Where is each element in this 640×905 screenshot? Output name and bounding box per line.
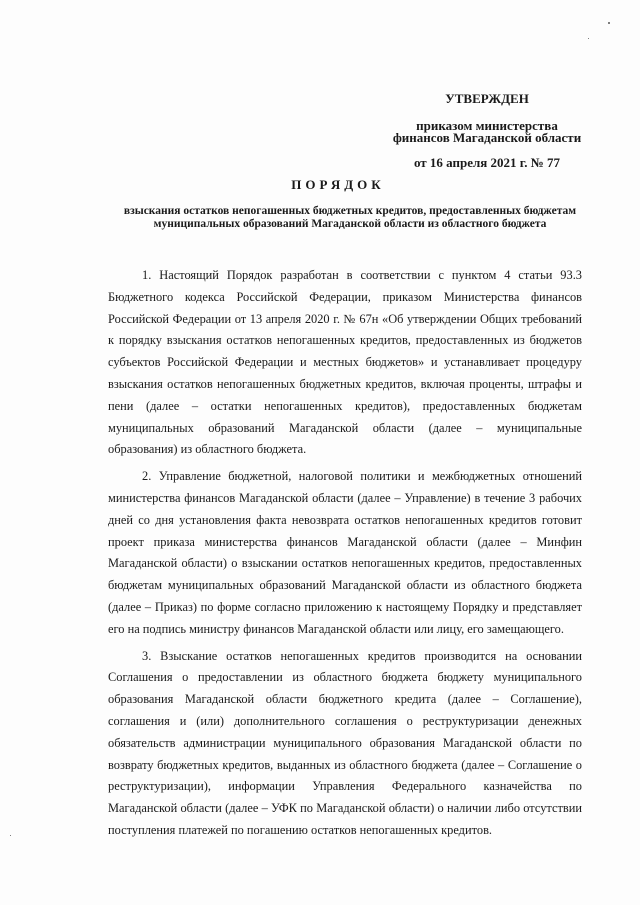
document-subtitle: взыскания остатков непогашенных бюджетных кредитов, предоставленных бюджетам муниципальных образований Магаданской области из областного бюджета [123,205,577,230]
paragraph-1: 1. Настоящий Порядок разработан в соответствии с пунктом 4 статьи 93.3 Бюджетного кодекса Российской Федерации, приказом Министерства финансов Российской Федерации от 13 апреля 2020 г. № 67н «Об утверждении Общих требований к порядку взыскания остатков непогашенных кредитов, предоставленных из бюджетов субъектов Российской Федерации и местных бюджетов» и устанавливает процедуру взыскания остатков непогашенных бюджетных кредитов, включая проценты, штрафы и пени (далее – остатки непогашенных кредитов), предоставленных бюджетам муниципальных образований Магаданской области (далее – муниципальные образования) из областного бюджета. [108,268,582,457]
document-title: ПОРЯДОК [291,177,385,192]
paragraph-2: 2. Управление бюджетной, налоговой политики и межбюджетных отношений министерства финансов Магаданской области (далее – Управление) в течение 3 рабочих дней со дня установления факта невозврата остатков непогашенных кредитов готовит проект приказа министерства финансов Магаданской области (далее – Минфин Магаданской области) о взыскании остатков непогашенных кредитов, предоставленных бюджетам муниципальных образований Магаданской области из областного бюджета (далее – Приказ) по форме согласно приложению к настоящему Порядку и представляет его на подпись министру финансов Магаданской области или лицу, его замещающего. [108,469,582,636]
scan-dot-mark [608,22,610,24]
approval-title: УТВЕРЖДЕН [445,91,529,106]
approval-line-2: финансов Магаданской области [392,130,582,145]
approval-date: от 16 апреля 2021 г. № 77 [413,155,561,170]
scan-dot-mark [10,835,11,836]
approval-line-1: приказом министерства [416,118,558,133]
document-body [108,265,582,847]
scan-dot-mark [588,38,589,39]
paragraph-3: 3. Взыскание остатков непогашенных кредитов производится на основании Соглашения о предоставлении из областного бюджета бюджету муниципального образования Магаданской области бюджетного кредита (далее – Соглашение), соглашения и (или) дополнительного соглашения о реструктуризации денежных обязательств администрации муниципального образования Магаданской области по возврату бюджетных кредитов, выданных из областного бюджета (далее – Соглашение о реструктуризации), информации Управления Федерального казначейства по Магаданской области (далее – УФК по Магаданской области) о наличии либо отсутствии поступления платежей по погашению остатков непогашенных кредитов. [108,648,582,837]
